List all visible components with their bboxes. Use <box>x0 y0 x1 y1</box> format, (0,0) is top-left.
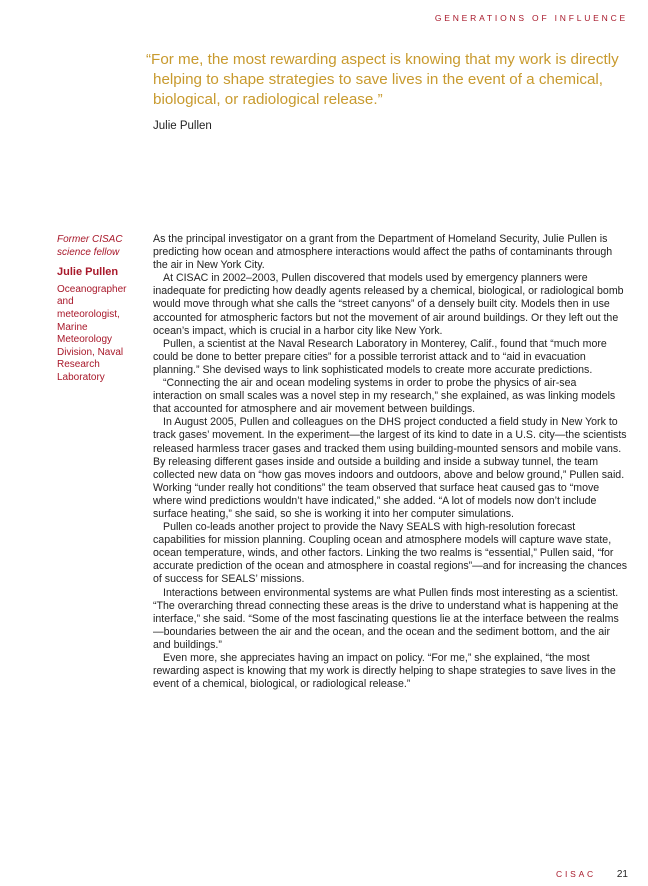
article-paragraph: At CISAC in 2002–2003, Pullen discovered that models used by emergency planners were inadequate for predicting how deadly agents released by a chemical, biological, or radiological bomb would move through what she calls the “street canyons” of a densely built city. Models then in use accounted for atmospheric factors but not the movement of air around buildings. Or they left out the ocean’s impact, which is crucial in a harbor city like New York. <box>153 272 624 337</box>
profile-sidebar <box>57 234 139 385</box>
article-paragraph: “Connecting the air and ocean modeling systems in order to probe the physics of air-sea interaction on small scales was a novel step in my research,” she explained, as was linking models that accounted for atmosphere and air movement between buildings. <box>153 377 616 416</box>
article-paragraph: Pullen, a scientist at the Naval Research Laboratory in Monterey, Calif., found that “much more could be done to better prepare cities” for a possible terrorist attack and to “aid in evacuation planning.” She devised ways to link sophisticated models to create more accurate predictions. <box>153 337 607 376</box>
pull-quote: “For me, the most rewarding aspect is knowing that my work is directly helping to shape strategies to save lives in the event of a chemical, biological, or radiological release.” <box>146 51 619 108</box>
profile-description: Oceanographer and meteorologist, Marine Meteorology Division, Naval Research Laboratory <box>57 283 127 383</box>
article-paragraph: Even more, she appreciates having an impact on policy. “For me,” she explained, “the most rewarding aspect is knowing that my work is directly helping to shape strategies to save lives in the event of a chemical, biological, or radiological release.” <box>153 652 616 691</box>
article-paragraph: In August 2005, Pullen and colleagues on the DHS project conducted a field study in New York to track gases’ movement. In the experiment—the largest of its kind to date in a U.S. city—the scientists released harmless tracer gases and tracked them using building-mounted sensors and mobile vans. By releasing different gases inside and outside a building and inside a subway tunnel, the team collected new data on “how gas moves indoors and outdoors, above and below ground,” Pullen said. Working “under really hot conditions” the team observed that surface heat caused gas to “move where wind predictions wouldn’t have indicated,” she added. “A lot of models now don’t include surface heating,” she said, so she is working it into her computer simulations. <box>153 416 627 520</box>
article-paragraph: As the principal investigator on a grant from the Department of Homeland Security, Julie Pullen is predicting how ocean and atmosphere interactions would affect the paths of contaminants through the air in New York City. <box>153 233 613 272</box>
article-body <box>153 233 628 691</box>
footer-org-name: CISAC <box>556 869 596 879</box>
profile-name: Julie Pullen <box>57 266 119 279</box>
profile-role: Former CISAC science fellow <box>57 234 123 258</box>
page-number: 21 <box>616 869 628 880</box>
section-header: GENERATIONS OF INFLUENCE <box>434 13 628 23</box>
article-paragraph: Pullen co-leads another project to provide the Navy SEALS with high-resolution forecast capabilities for mission planning. Coupling ocean and atmosphere models will capture wave state, ocean temperature, winds, and other factors. Linking the two realms is “essential,” Pullen said, “for accurate prediction of the ocean and atmosphere in coastal regions”—and for increasing the chances of success for SEALS’ missions. <box>153 521 628 586</box>
article-paragraph: Interactions between environmental systems are what Pullen finds most interesting as a scientist. “The overarching thread connecting these areas is the drive to understand what is happening at the interface,” she said. “Some of the most fascinating questions lie at the interface between the realms—boundaries between the air and the ocean, and the ocean and the sediment bottom, and the air and buildings.” <box>153 586 619 651</box>
pull-quote-attribution: Julie Pullen <box>153 120 212 132</box>
